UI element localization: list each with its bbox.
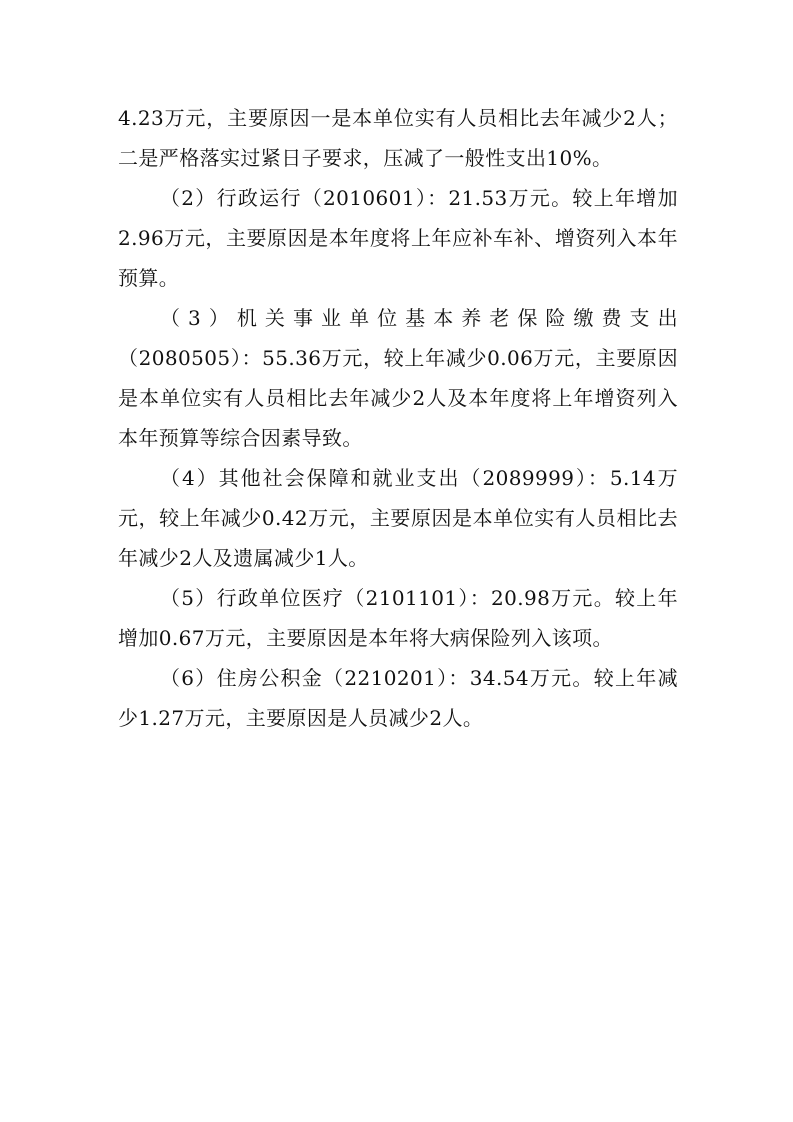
paragraph-housing-fund: （6）住房公积金（2210201）：34.54万元。较上年减少1.27万元，主要原因是人员减少2人。: [118, 666, 678, 730]
paragraph-administrative-operation: （2）行政运行（2010601）：21.53万元。较上年增加2.96万元，主要原因是本年度将上年应补车补、增资列入本年预算。: [118, 186, 678, 290]
paragraph-pension-insurance: （3）机关事业单位基本养老保险缴费支出（2080505）：55.36万元，较上年减少0.06万元，主要原因是本单位实有人员相比去年减少2人及本年度将上年增资列入本年预算等综合因素导致。: [118, 306, 678, 450]
paragraph-continuation: 4.23万元，主要原因一是本单位实有人员相比去年减少2人；二是严格落实过紧日子要求，压减了一般性支出10%。: [118, 106, 678, 170]
body-text: [118, 98, 678, 738]
paragraph-other-social-security: （4）其他社会保障和就业支出（2089999）：5.14万元，较上年减少0.42万元，主要原因是本单位实有人员相比去年减少2人及遗属减少1人。: [118, 466, 678, 570]
paragraph-medical-care: （5）行政单位医疗（2101101）：20.98万元。较上年增加0.67万元，主要原因是本年将大病保险列入该项。: [118, 586, 678, 650]
